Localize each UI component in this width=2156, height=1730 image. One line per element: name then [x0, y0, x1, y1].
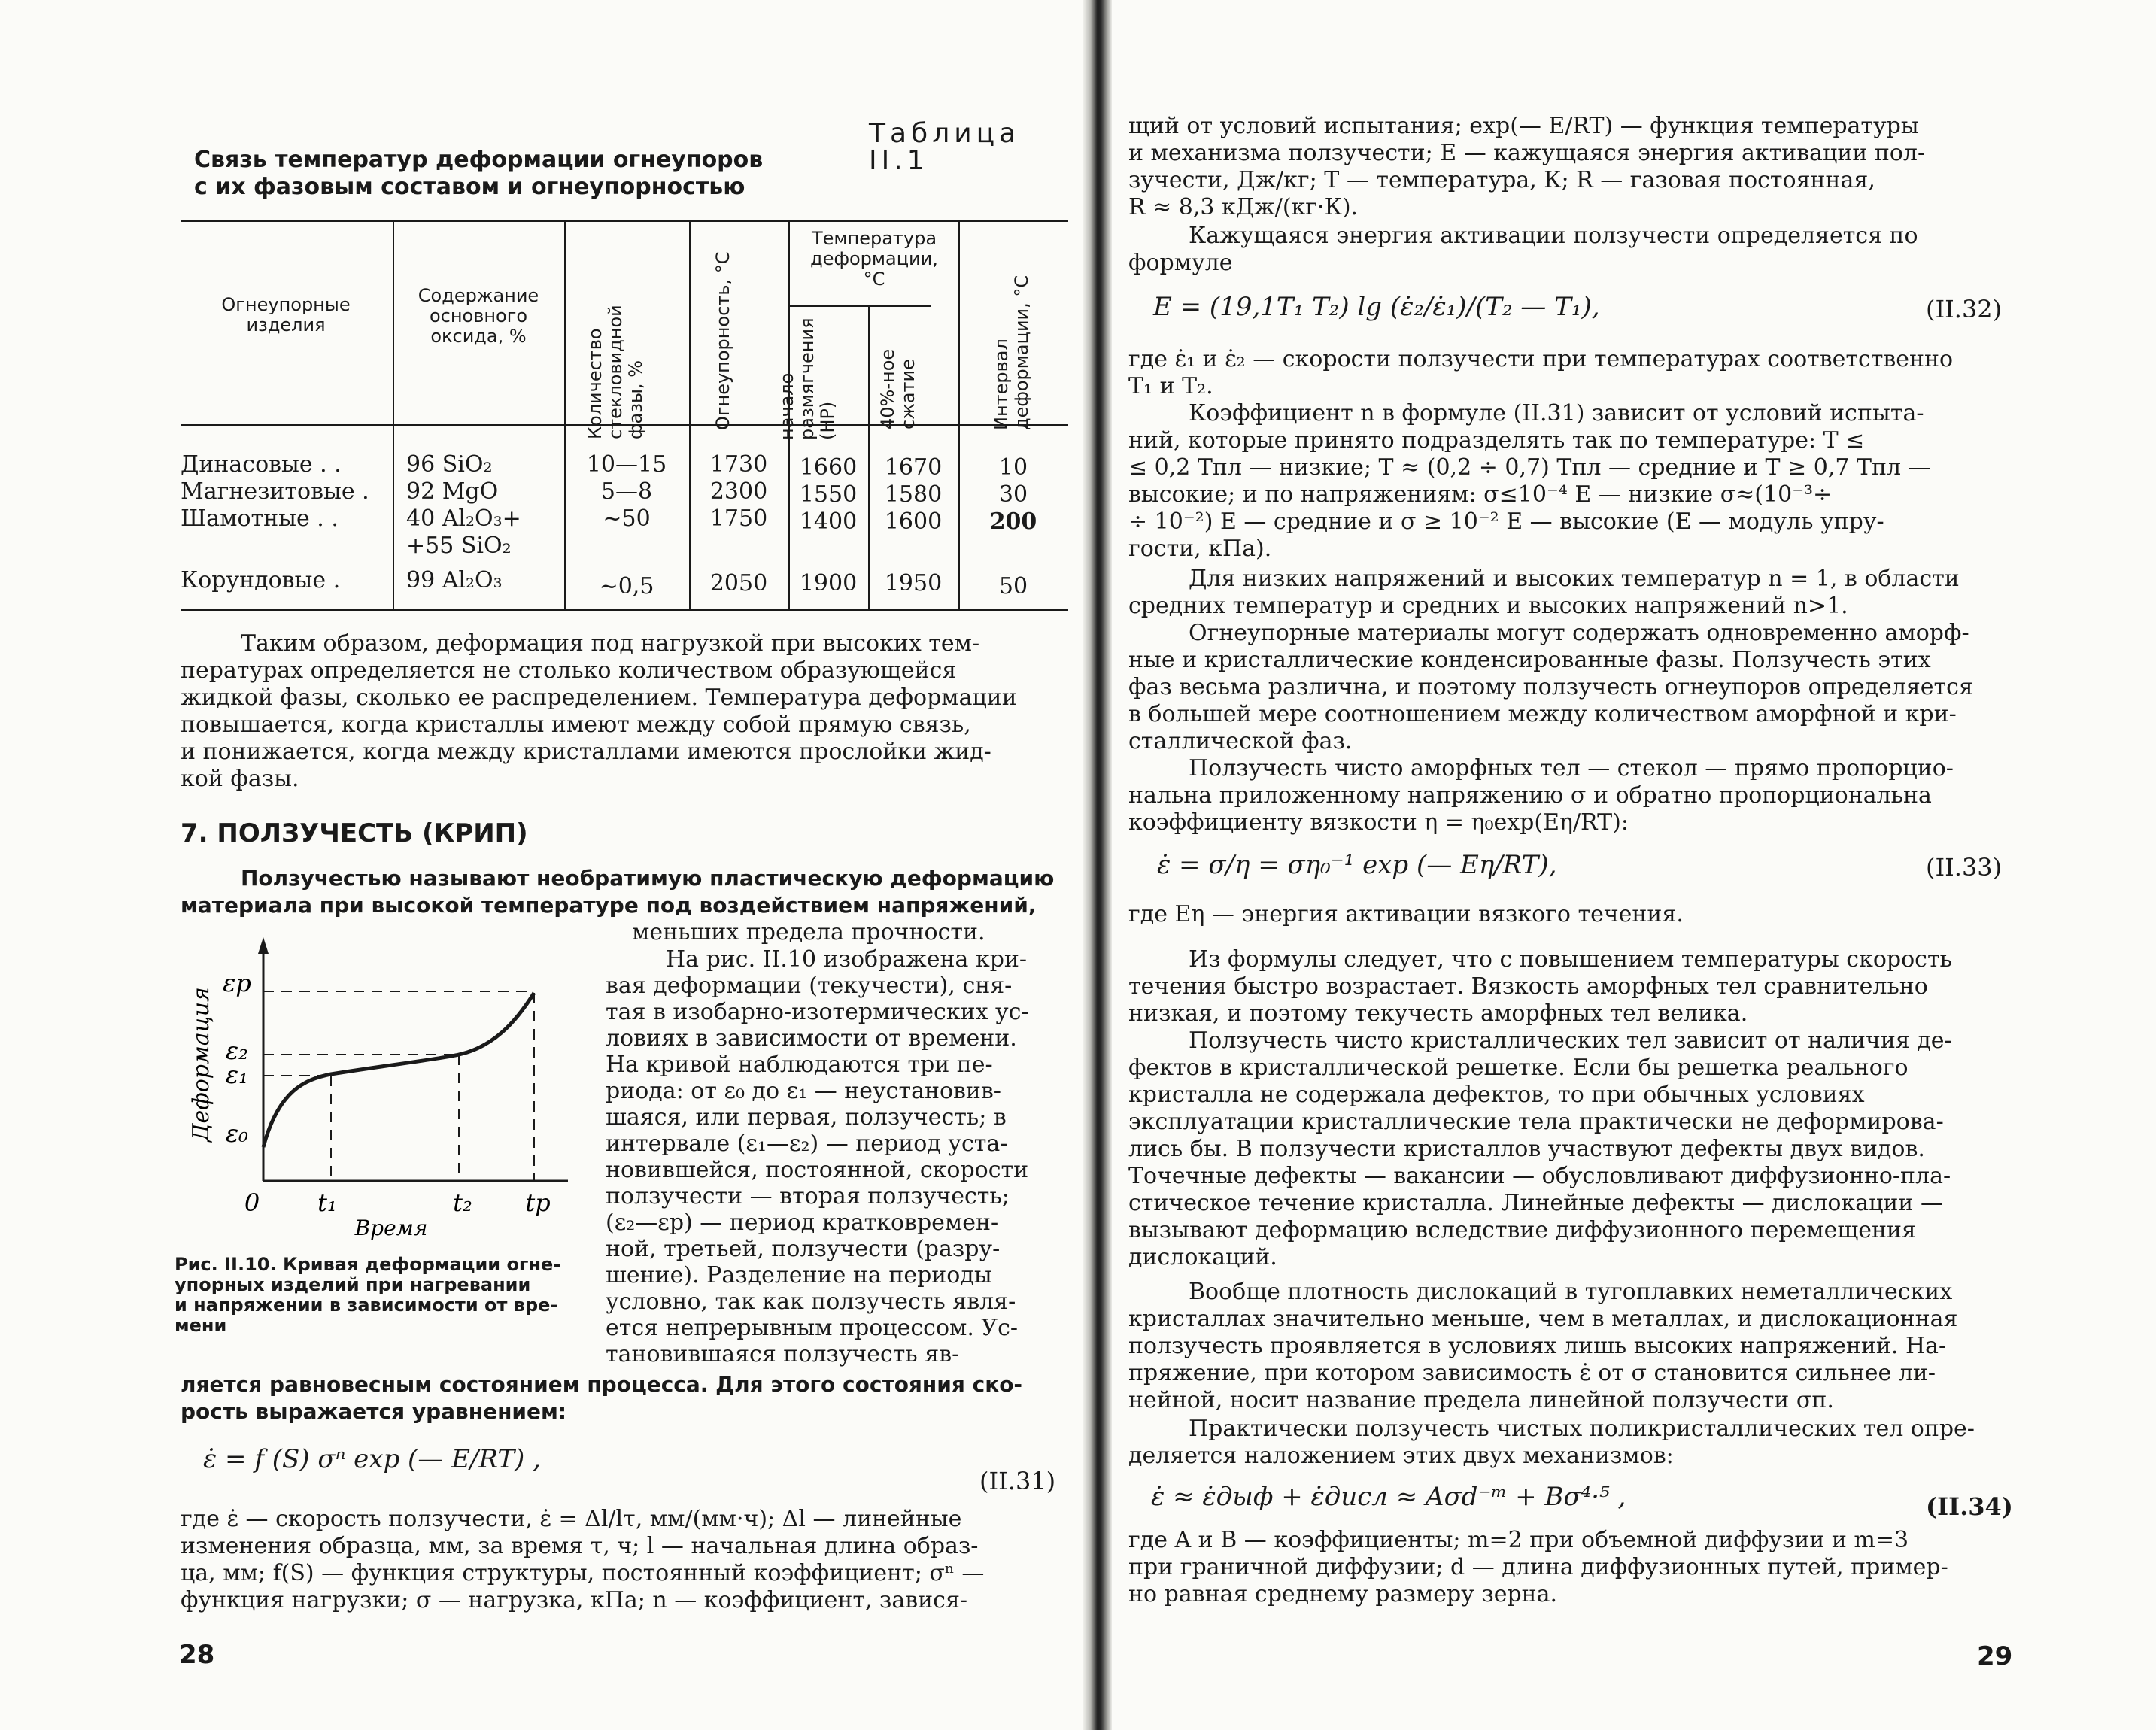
row2-oxide: 92 MgO	[406, 478, 499, 505]
row4-name: Корундовые .	[181, 567, 341, 593]
line: где ε̇₁ и ε̇₂ — скорости ползучести при температурах соответственно	[1128, 346, 1954, 372]
row3-glass: ~50	[603, 505, 651, 532]
line: средних температур и средних и высоких напряжений n>1.	[1128, 593, 1848, 619]
line: где Eη — энергия активации вязкого течения.	[1128, 901, 1684, 927]
line: риода: от ε₀ до ε₁ — неустановив-	[606, 1078, 1001, 1104]
row1-glass: 10—15	[586, 451, 667, 478]
row3-oxide: 40 Al₂O₃+	[406, 505, 521, 532]
caption-line: и напряжении в зависимости от вре-	[175, 1294, 558, 1316]
row4-glass: ~0,5	[599, 573, 654, 599]
line: ной, третьей, ползучести (разру-	[606, 1236, 1001, 1262]
line: фектов в кристаллической решетке. Если бы решетка реального	[1128, 1055, 1909, 1081]
row3-comp: 1600	[884, 508, 943, 535]
creep-curve	[263, 993, 534, 1147]
line: Ползучесть чисто кристаллических тел зависит от наличия де-	[1189, 1027, 1952, 1054]
right-paragraph-10	[1128, 1027, 2001, 1271]
header-oxide: Содержание основного оксида, %	[418, 285, 539, 347]
row2-glass: 5—8	[600, 478, 653, 505]
line: R ≈ 8,3 кДж/(кг·К).	[1128, 194, 1359, 220]
row1-comp: 1670	[884, 454, 943, 481]
line: рость выражается уравнением:	[181, 1399, 567, 1424]
equation-II-34: ε̇ ≈ ε̇дыф + ε̇дисл ≈ Aσd⁻ᵐ + Bσ⁴·⁵ ,	[1151, 1482, 1626, 1512]
row1-name: Динасовые . .	[181, 451, 342, 478]
page-number-right: 29	[1977, 1641, 2013, 1671]
line: ется непрерывным процессом. Ус-	[606, 1315, 1019, 1341]
line: тановившаяся ползучесть яв-	[606, 1341, 960, 1367]
line: пряжение, при котором зависимость ε̇ от σ становится сильнее ли-	[1128, 1360, 1936, 1386]
tick-e2: ε₂	[226, 1036, 248, 1065]
row4-interval: 50	[998, 573, 1028, 599]
line: низкая, и поэтому текучесть аморфных тел велика.	[1128, 1000, 1748, 1027]
line: изменения образца, мм, за время τ, ч; l — начальная длина образ-	[181, 1533, 979, 1559]
line: где A и B — коэффициенты; m=2 при объемной диффузии и m=3	[1128, 1527, 1909, 1553]
header-products: Огнеупорные изделия	[221, 294, 351, 335]
line: кристалла не содержала дефектов, то при обычных условиях	[1128, 1082, 1865, 1108]
line: пературах определяется не столько количеством образующейся	[181, 657, 957, 684]
row3-name: Шамотные . .	[181, 505, 339, 532]
right-paragraph-11	[1128, 1279, 2001, 1414]
line: Из формулы следует, что с повышением температуры скорость	[1189, 946, 1952, 973]
line: нальна приложенному напряжению σ и обратно пропорциональна	[1128, 782, 1932, 809]
figure-caption	[175, 1255, 596, 1336]
left-paragraph-1	[181, 630, 1068, 793]
caption-line: мени	[175, 1315, 227, 1336]
line: ползучести — вторая ползучесть;	[606, 1183, 1010, 1209]
right-paragraph-9	[1128, 946, 2001, 1027]
line: На кривой наблюдаются три пе-	[606, 1052, 993, 1078]
line: дислокаций.	[1128, 1244, 1277, 1270]
line: высокие; и по напряжениям: σ≤10⁻⁴ E — низкие σ≈(10⁻³÷	[1128, 481, 1833, 508]
equation-II-33: ε̇ = σ/η = ση₀⁻¹ exp (— Eη/RT),	[1157, 850, 1557, 880]
left-paragraph-3-tail	[181, 1371, 1068, 1425]
tick-ep: εр	[223, 969, 251, 997]
line: ца, мм; f(S) — функция структуры, постоянный коэффициент; σⁿ —	[181, 1560, 985, 1586]
tick-t1: t₁	[317, 1188, 337, 1217]
line: шаяся, или первая, ползучесть; в	[606, 1104, 1007, 1131]
line: повышается, когда кристаллы имеют между собой прямую связь,	[181, 712, 971, 738]
right-paragraph-7	[1128, 755, 2001, 836]
row2-hp: 1550	[799, 481, 858, 508]
line: и понижается, когда между кристаллами имеются прослойки жид-	[181, 739, 991, 765]
row3-refr: 1750	[709, 505, 768, 532]
line: меньших предела прочности.	[632, 919, 985, 945]
line: Точечные дефекты — вакансии — обусловливают диффузионно-пла-	[1128, 1163, 1951, 1189]
right-paragraph-8	[1128, 901, 2001, 928]
line: эксплуатации кристаллические тела практически не деформирова-	[1128, 1109, 1944, 1135]
left-paragraph-3	[606, 946, 1068, 1367]
line: в большей мере соотношением между количеством аморфной и кри-	[1128, 701, 1957, 727]
equation-II-32: E = (19,1T₁ T₂) lg (ε̇₂/ε̇₁)/(T₂ — T₁),	[1153, 292, 1600, 322]
y-axis-arrow	[258, 937, 269, 954]
right-paragraph-12	[1128, 1416, 2001, 1470]
line: На рис. II.10 изображена кри-	[666, 946, 1028, 973]
header-interval: Интервал деформации, °С	[991, 275, 1032, 430]
line: Ползучестью называют необратимую пластическую деформацию	[241, 866, 1055, 891]
line: течения быстро возрастает. Вязкость аморфных тел сравнительно	[1128, 973, 1928, 1000]
line: тая в изобарно-изотермических ус-	[606, 999, 1029, 1025]
line: Кажущаяся энергия активации ползучести определяется по	[1189, 223, 1918, 249]
line: ные и кристаллические конденсированные фазы. Ползучесть этих	[1128, 647, 1931, 673]
line: стическое течение кристалла. Линейные дефекты — дислокации —	[1128, 1190, 1943, 1216]
line: Практически ползучесть чистых поликристаллических тел опре-	[1189, 1416, 1975, 1442]
line: и механизма ползучести; E — кажущаяся энергия активации пол-	[1128, 140, 1926, 166]
right-paragraph-5	[1128, 566, 2001, 620]
row1-refr: 1730	[709, 451, 768, 478]
line: Коэффициент n в формуле (II.31) зависит от условий испыта-	[1189, 400, 1924, 426]
row3-hp: 1400	[799, 508, 858, 535]
header-softening: начало размягчения (НР)	[776, 317, 838, 440]
line: ползучесть проявляется в условиях лишь высоких напряжений. На-	[1128, 1333, 1947, 1359]
x-axis-label: Время	[354, 1216, 428, 1240]
equation-II-31-number: (II.31)	[979, 1467, 1056, 1495]
table-title-line1: Связь температур деформации огнеупоров	[194, 147, 764, 173]
tick-e1: ε₁	[226, 1061, 248, 1089]
line: Огнеупорные материалы могут содержать одновременно аморф-	[1189, 620, 1969, 646]
row2-comp: 1580	[884, 481, 943, 508]
line: коэффициенту вязкости η = η₀exp(Eη/RT):	[1128, 809, 1629, 836]
line: вызывают деформацию вследствие диффузионного перемещения	[1128, 1217, 1916, 1243]
line: Ползучесть чисто аморфных тел — стекол — прямо пропорцио-	[1189, 755, 1954, 782]
row2-refr: 2300	[709, 478, 768, 505]
creep-curve-figure	[188, 933, 613, 1249]
line: гости, кПа).	[1128, 536, 1272, 562]
row4-refr: 2050	[709, 570, 768, 596]
line: вая деформации (текучести), сня-	[606, 973, 1013, 999]
left-paragraph-4	[181, 1506, 1068, 1614]
line: Для низких напряжений и высоких температур n = 1, в области	[1189, 566, 1960, 592]
line: Вообще плотность дислокаций в тугоплавких неметаллических	[1189, 1279, 1953, 1305]
section-title: 7. ПОЛЗУЧЕСТЬ (КРИП)	[181, 818, 528, 848]
line: жидкой фазы, сколько ее распределением. Температура деформации	[181, 684, 1017, 711]
line: материала при высокой температуре под воздействием напряжений,	[181, 893, 1037, 918]
line: зучести, Дж/кг; T — температура, К; R — газовая постоянная,	[1128, 167, 1875, 193]
tick-0: 0	[244, 1188, 260, 1217]
table-label: Таблица II.1	[869, 118, 1021, 176]
line: лись бы. В ползучести кристаллов участвуют дефекты двух видов.	[1128, 1136, 1925, 1162]
header-deform-temp: Температура деформации, °С	[810, 228, 938, 290]
line: деляется наложением этих двух механизмов:	[1128, 1443, 1674, 1469]
row1-interval: 10	[998, 454, 1028, 481]
row1-hp: 1660	[799, 454, 858, 481]
header-glass: Количество стекловидной фазы, %	[585, 305, 646, 439]
line: сталлической фаз.	[1128, 728, 1353, 754]
line: Таким образом, деформация под нагрузкой при высоких тем-	[241, 630, 980, 657]
page-number-left: 28	[179, 1640, 215, 1670]
right-paragraph-4	[1128, 400, 2001, 563]
line: нейной, носит название предела линейной ползучести σп.	[1128, 1387, 1834, 1413]
line: фаз весьма различна, и поэтому ползучесть огнеупоров определяется	[1128, 674, 1973, 700]
line: условно, так как ползучесть явля-	[606, 1288, 1016, 1315]
line: (ε₂—εр) — период кратковремен-	[606, 1209, 999, 1236]
row3-oxide2: +55 SiO₂	[406, 533, 512, 559]
line: щий от условий испытания; exp(— E/RT) — функция температуры	[1128, 113, 1919, 139]
line: кристаллах значительно меньше, чем в металлах, и дислокационная	[1128, 1306, 1958, 1332]
line: ÷ 10⁻²) E — средние и σ ≥ 10⁻² E — высокие (E — модуль упру-	[1128, 508, 1884, 535]
row4-oxide: 99 Al₂O₃	[406, 567, 503, 593]
header-compression: 40%-ное сжатие	[877, 348, 919, 429]
line: где ε̇ — скорость ползучести, ε̇ = Δl/lτ, мм/(мм·ч); Δl — линейные	[181, 1506, 962, 1532]
line: функция нагрузки; σ — нагрузка, кПа; n — коэффициент, завися-	[181, 1587, 968, 1613]
right-page	[1112, 0, 2156, 1730]
deformation-table	[181, 220, 1068, 611]
right-paragraph-2	[1128, 223, 2001, 277]
line: при граничной диффузии; d — длина диффузионных путей, пример-	[1128, 1554, 1948, 1580]
line: ловиях в зависимости от времени.	[606, 1025, 1017, 1052]
equation-II-31: ε̇ = f (S) σⁿ exp (— E/RT) ,	[203, 1444, 541, 1474]
line: новившейся, постоянной, скорости	[606, 1157, 1029, 1183]
line: T₁ и T₂.	[1128, 373, 1213, 399]
equation-II-34-number: (II.34)	[1926, 1492, 2013, 1521]
row1-oxide: 96 SiO₂	[406, 451, 493, 478]
row3-interval: 200	[989, 508, 1037, 535]
row4-comp: 1950	[884, 570, 943, 596]
line: кой фазы.	[181, 766, 299, 792]
table-title-line2: с их фазовым составом и огнеупорностью	[194, 174, 745, 200]
row2-interval: 30	[998, 481, 1028, 508]
tick-e0: ε₀	[226, 1119, 248, 1148]
line: интервале (ε₁—ε₂) — период уста-	[606, 1131, 1008, 1157]
equation-II-33-number: (II.33)	[1926, 853, 2003, 882]
right-paragraph-3	[1128, 346, 2001, 400]
y-axis-label: Деформация	[188, 987, 214, 1142]
row4-hp: 1900	[799, 570, 858, 596]
right-paragraph-1	[1128, 113, 2001, 221]
right-paragraph-6	[1128, 620, 2001, 755]
tick-tp: tр	[525, 1188, 551, 1217]
line: формуле	[1128, 250, 1233, 276]
line: ляется равновесным состоянием процесса. Для этого состояния ско-	[181, 1372, 1023, 1397]
line: ний, которые принято подразделять так по температуре: T ≤	[1128, 427, 1865, 454]
line: ≤ 0,2 Tпл — низкие; T ≈ (0,2 ÷ 0,7) Tпл — средние и T ≥ 0,7 Tпл —	[1128, 454, 1931, 481]
line: но равная среднему размеру зерна.	[1128, 1581, 1558, 1607]
line: шение). Разделение на периоды	[606, 1262, 992, 1288]
tick-t2: t₂	[453, 1188, 472, 1217]
row2-name: Магнезитовые .	[181, 478, 369, 505]
caption-line: Рис. II.10. Кривая деформации огне-	[175, 1254, 561, 1275]
book-spine	[1083, 0, 1112, 1730]
caption-line: упорных изделий при нагревании	[175, 1274, 531, 1295]
equation-II-32-number: (II.32)	[1926, 295, 2003, 323]
right-paragraph-13	[1128, 1527, 2001, 1608]
header-refractoriness: Огнеупорность, °С	[712, 251, 733, 430]
